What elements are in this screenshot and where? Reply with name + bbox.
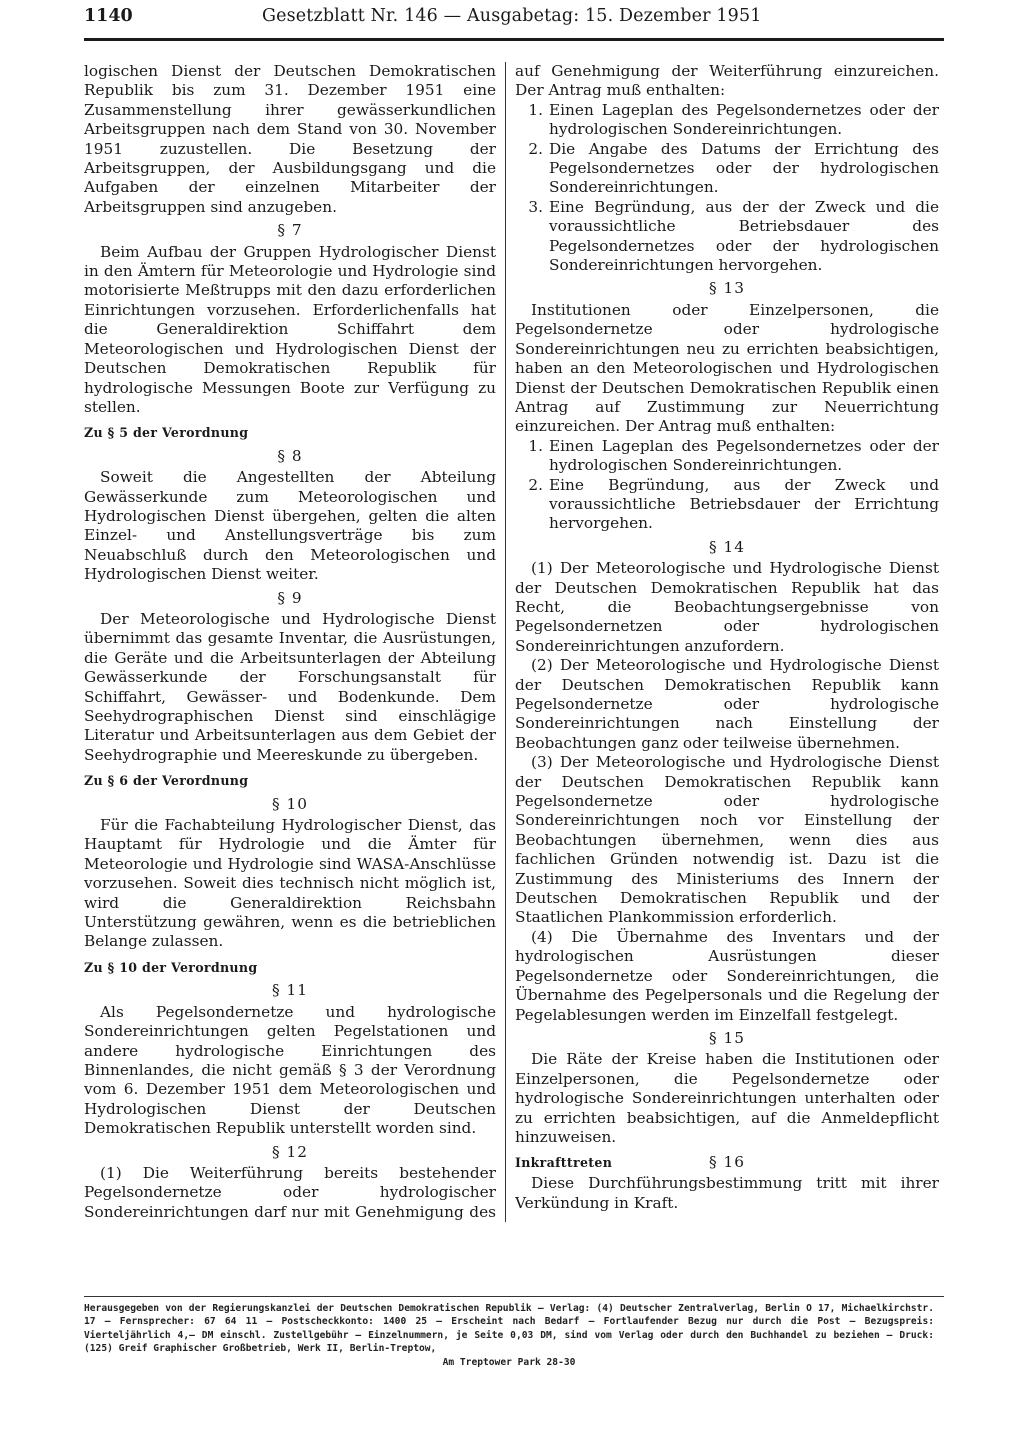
section-13-text: Institutionen oder Einzelpersonen, die Pegelsondernetze oder hydrologische Sondereinrichtungen neu zu errichten beabsichtigen, haben an den Meteorologischen und Hydrologischen Dienst der Deutschen Demokratischen Republik einen Antrag auf Zustimmung zur Neuerrichtung einzureichen. Der Antrag muß enthalten:: [515, 300, 939, 436]
section-12-continuation: auf Genehmigung der Weiterführung einzureichen. Der Antrag muß enthalten:: [515, 62, 939, 100]
section-14-paragraph-2: (2) Der Meteorologische und Hydrologische Dienst der Deutschen Demokratischen Republik kann Pegelsondernetze oder hydrologische Sondereinrichtungen nach Einstellung der Beobachtungen ganz oder teilweise übernehmen.: [515, 656, 939, 752]
reference-heading-6: Zu § 6 der Verordnung: [84, 773, 249, 789]
section-11-heading: § 11: [272, 981, 308, 1000]
section-14-heading: § 14: [709, 537, 745, 556]
section-15-text: Die Räte der Kreise haben die Institutionen oder Einzelpersonen, die Pegelsondernetze oder hydrologische Sondereinrichtungen unterhalten oder zu errichten beabsichtigen, auf die Anmeldepflicht hinzuweisen.: [515, 1050, 939, 1146]
list-item: 2. Eine Begründung, aus der Zweck und voraussichtliche Betriebsdauer der Errichtung hervorgehen.: [528, 475, 939, 533]
imprint-address: Am Treptower Park 28-30: [442, 1356, 576, 1368]
section-10-heading: § 10: [272, 794, 308, 813]
reference-heading-inkrafttreten: Inkrafttreten: [515, 1155, 613, 1171]
section-16-heading-row: [515, 1153, 939, 1172]
list-item: 2. Die Angabe des Datums der Errichtung des Pegelsondernetzes oder der hydrologischen Sondereinrichtungen.: [528, 139, 939, 197]
page-header: [84, 6, 944, 32]
left-column: [84, 62, 496, 1222]
section-11-text: Als Pegelsondernetze und hydrologische Sondereinrichtungen gelten Pegelstationen und andere hydrologische Einrichtungen des Binnenlandes, die nicht gemäß § 3 der Verordnung vom 6. Dezember 1951 dem Meteorologischen und Hydrologischen Dienst der Deutschen Demokratischen Republik unterstellt worden sind.: [84, 1002, 496, 1138]
signature-block: [515, 1221, 939, 1222]
imprint-text: Herausgegeben von der Regierungskanzlei der Deutschen Demokratischen Republik — Verlag: (4) Deutscher Zentralverlag, Berlin O 17, Michaelkirchstr. 17 — Fernsprecher: 67 64 11 — Postscheckkonto: 1400 25 — Erscheint nach Bedarf — Fortlaufender Bezug nur durch die Post — Bezugspreis: Vierteljährlich 4,— DM einschl. Zustellgebühr — Einzelnummern, je Seite 0,03 DM, sind vom Verlag oder durch den Buchhandel zu beziehen — Druck: (125) Greif Graphischer Großbetrieb, Werk II, Berlin-Treptow,: [84, 1303, 934, 1355]
section-10-text: Für die Fachabteilung Hydrologischer Dienst, das Hauptamt für Hydrologie und die Ämter für Meteorologie und Hydrologie sind WASA-Anschlüsse vorzusehen. Soweit dies technisch nicht möglich ist, wird die Generaldirektion Reichsbahn Unterstützung gewähren, wenn es die betrieblichen Belange zulassen.: [84, 816, 496, 951]
page-title: Gesetzblatt Nr. 146 — Ausgabetag: 15. Dezember 1951: [262, 6, 762, 26]
section-8-heading: § 8: [277, 446, 303, 465]
section-14-paragraph-3: (3) Der Meteorologische und Hydrologische Dienst der Deutschen Demokratischen Republik kann Pegelsondernetze oder hydrologische Sondereinrichtungen noch vor Einstellung der Beobachtungen übernehmen, wenn dies aus fachlichen Gründen notwendig ist. Dazu ist die Zustimmung des Ministeriums des Innern der Deutschen Demokratischen Republik und der Staatlichen Plankommission erforderlich.: [515, 753, 939, 927]
section-12-list: [515, 101, 939, 276]
section-12-heading: § 12: [272, 1142, 308, 1161]
section-7-heading: § 7: [277, 221, 303, 240]
list-item: 1. Einen Lageplan des Pegelsondernetzes oder der hydrologischen Sondereinrichtungen.: [528, 100, 939, 139]
reference-heading-10: Zu § 10 der Verordnung: [84, 959, 258, 975]
list-item: 3. Eine Begründung, aus der der Zweck und die voraussichtliche Betriebsdauer des Pegelsondernetzes oder der hydrologischen Sondereinrichtungen hervorgehen.: [528, 197, 939, 275]
section-16-heading: § 16: [709, 1153, 745, 1172]
reference-heading-5: Zu § 5 der Verordnung: [84, 425, 249, 441]
section-7-text: Beim Aufbau der Gruppen Hydrologischer Dienst in den Ämtern für Meteorologie und Hydrologie sind motorisierte Meßtrupps mit den dazu erforderlichen Einrichtungen vorzusehen. Erforderlichenfalls hat die Generaldirektion Schiffahrt dem Meteorologischen und Hydrologischen Dienst der Deutschen Demokratischen Republik für hydrologische Messungen Boote zur Verfügung zu stellen.: [84, 242, 496, 416]
imprint-footer: [84, 1302, 934, 1369]
section-13-heading: § 13: [709, 279, 745, 298]
right-column: [515, 62, 939, 1222]
paragraph-6-continuation: logischen Dienst der Deutschen Demokratischen Republik bis zum 31. Dezember 1951 eine Zusammenstellung ihrer gewässerkundlichen Arbeitsgruppen nach dem Stand von 30. November 1951 zuzustellen. Die Besetzung der Arbeitsgruppen, der Ausbildungsgang und die Aufgaben der einzelnen Mitarbeiter der Arbeitsgruppen sind anzugeben.: [84, 62, 496, 216]
section-15-heading: § 15: [709, 1028, 745, 1047]
section-14-paragraph-1: (1) Der Meteorologische und Hydrologische Dienst der Deutschen Demokratischen Republik hat das Recht, die Beobachtungsergebnisse von Pegelsondernetzen oder hydrologischen Sondereinrichtungen anzufordern.: [515, 559, 939, 655]
footer-rule: [84, 1296, 944, 1297]
list-item: 1. Einen Lageplan des Pegelsondernetzes oder der hydrologischen Sondereinrichtungen.: [528, 436, 939, 475]
section-12-paragraph-1: (1) Die Weiterführung bereits bestehender Pegelsondernetze oder hydrologischer Sondereinrichtungen darf nur mit Genehmigung des: [84, 1163, 496, 1221]
page-number: 1140: [84, 6, 133, 26]
place-date: [515, 1221, 939, 1222]
section-9-heading: § 9: [277, 588, 303, 607]
header-rule: [84, 38, 944, 41]
column-divider: [505, 62, 506, 1222]
section-8-text: Soweit die Angestellten der Abteilung Gewässerkunde zum Meteorologischen und Hydrologischen Dienst übergehen, gelten die alten Einzel- und Anstellungsverträge bis zum Neuabschluß durch den Meteorologischen und Hydrologischen Dienst weiter.: [84, 468, 496, 584]
section-16-text: Diese Durchführungsbestimmung tritt mit ihrer Verkündung in Kraft.: [515, 1174, 939, 1212]
section-13-list: [515, 437, 939, 534]
section-9-text: Der Meteorologische und Hydrologische Dienst übernimmt das gesamte Inventar, die Ausrüstungen, die Geräte und die Arbeitsunterlagen der Abteilung Gewässerkunde der Forschungsanstalt für Schiffahrt, Gewässer- und Bodenkunde. Dem Seehydrographischen Dienst sind einschlägige Literatur und Arbeitsunterlagen aus dem Gebiet der Seehydrographie und Meereskunde zu übergeben.: [84, 609, 496, 764]
section-14-paragraph-4: (4) Die Übernahme des Inventars und der hydrologischen Ausrüstungen dieser Pegelsondernetze oder Sondereinrichtungen, die Übernahme des Pegelpersonals und die Regelung der Pegelablesungen werden im Einzelfall festgelegt.: [515, 927, 939, 1024]
